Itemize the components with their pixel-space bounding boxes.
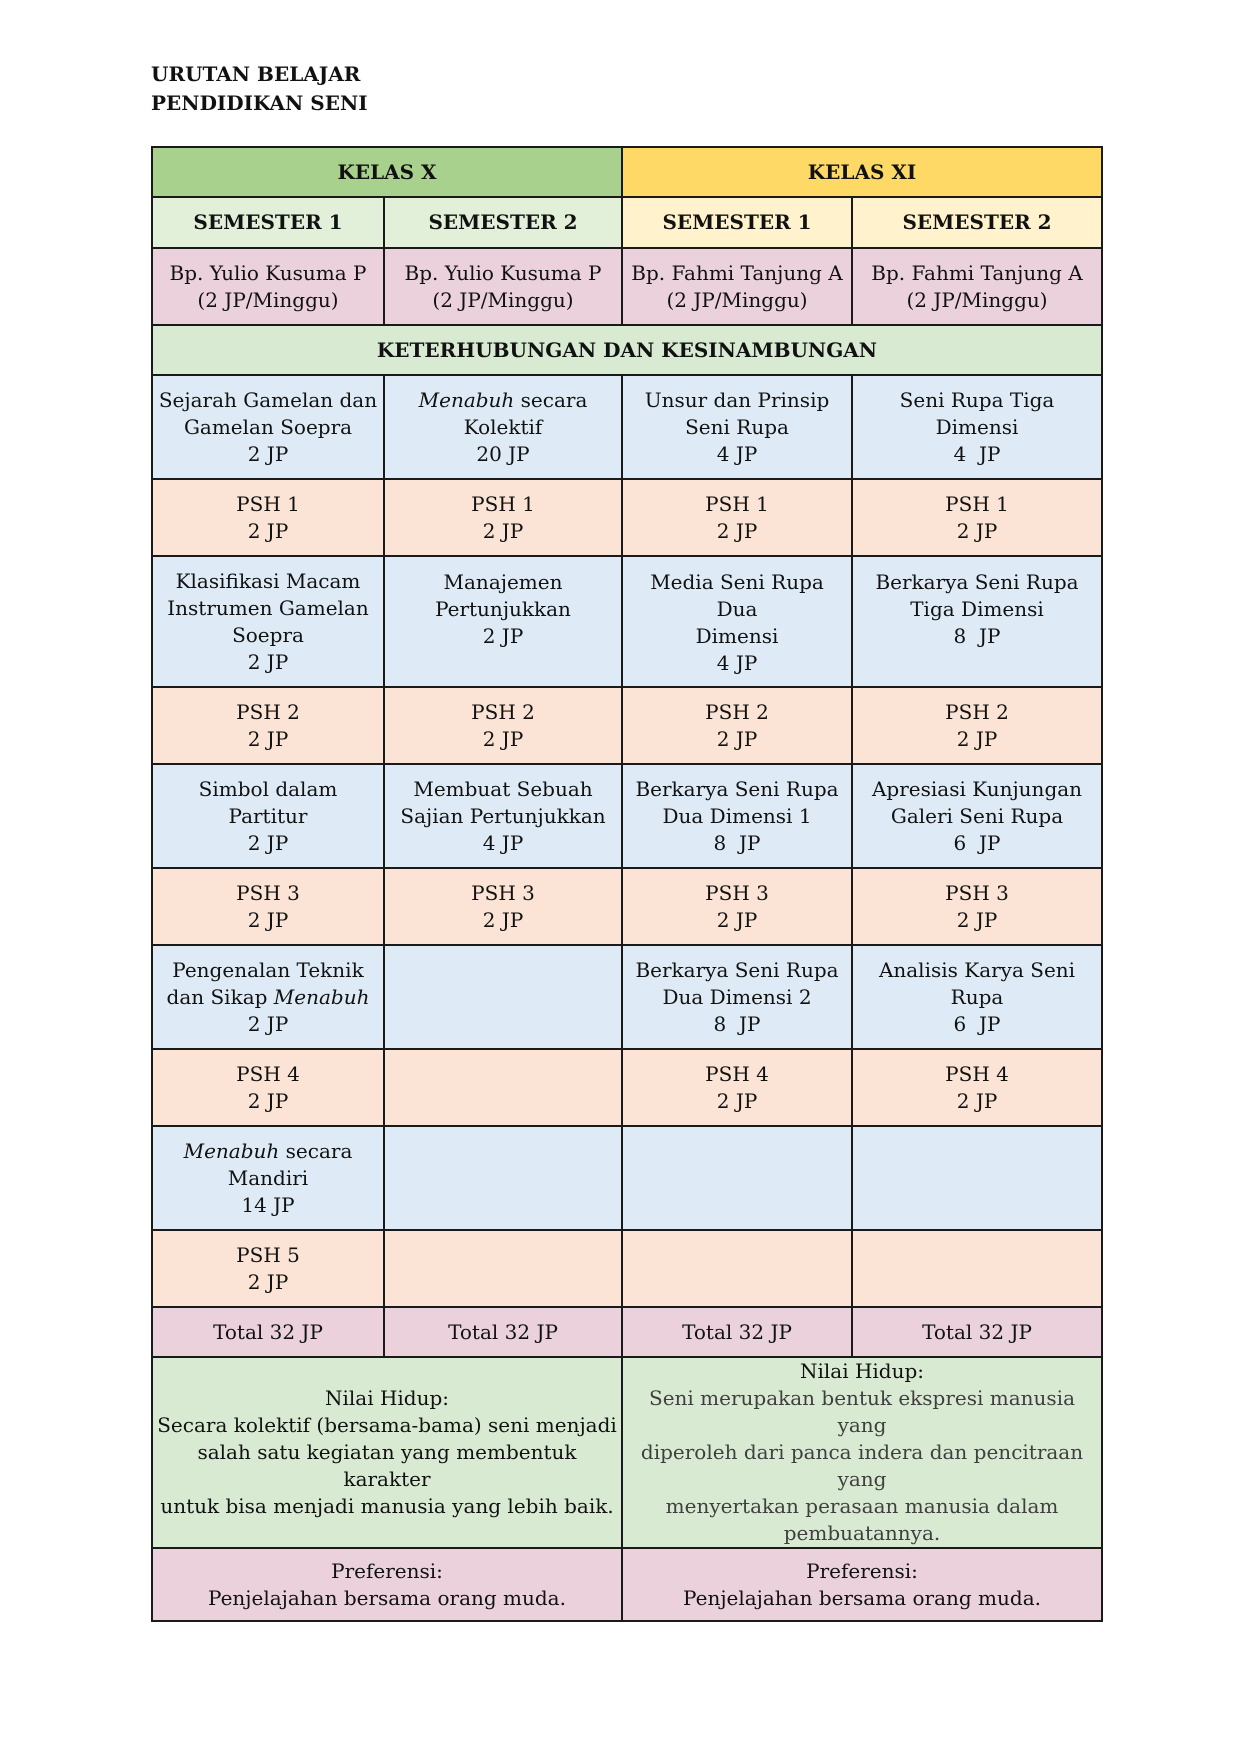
topic-text: secara	[279, 1138, 353, 1163]
psh-cell	[622, 479, 852, 556]
psh-cell	[152, 1230, 384, 1307]
psh-jp: 2 JP	[482, 726, 524, 751]
psh-label: PSH 3	[945, 880, 1009, 905]
teacher-name: Bp. Yulio Kusuma P	[404, 260, 602, 285]
topic-line: Seni Rupa Tiga	[899, 387, 1055, 412]
psh-label: PSH 2	[705, 699, 769, 724]
topic-line: Analisis Karya Seni	[878, 957, 1076, 982]
topic-line: Simbol dalam	[198, 776, 338, 801]
topic-row	[152, 764, 1102, 868]
psh-jp: 2 JP	[956, 518, 998, 543]
topic-jp: 8 JP	[713, 1011, 761, 1036]
topic-line	[157, 1138, 379, 1165]
semester-header: SEMESTER 2	[852, 197, 1102, 248]
topic-text: dan Sikap	[166, 984, 274, 1009]
teacher-row	[152, 248, 1102, 325]
topic-text: secara	[514, 387, 588, 412]
nilai-hidup-text: Seni merupakan bentuk ekspresi manusia yang	[649, 1386, 1076, 1437]
topic-line: Dua Dimensi 1	[662, 803, 812, 828]
topic-jp: 2 JP	[247, 1011, 289, 1036]
preferensi-label: Preferensi:	[806, 1558, 918, 1583]
total-cell: Total 32 JP	[152, 1307, 384, 1357]
psh-cell	[152, 687, 384, 764]
preferensi-row	[152, 1548, 1102, 1621]
psh-cell	[622, 1049, 852, 1126]
psh-label: PSH 3	[705, 880, 769, 905]
empty-cell	[622, 1230, 852, 1307]
topic-line: Tiga Dimensi	[910, 597, 1044, 621]
topic-line: Dimensi	[935, 414, 1019, 439]
topic-line: Sejarah Gamelan dan	[158, 387, 378, 412]
psh-jp: 2 JP	[247, 1269, 289, 1294]
topic-line: Kolektif	[463, 414, 543, 439]
topic-cell	[622, 556, 852, 687]
nilai-hidup-text: salah satu kegiatan yang membentuk karakter	[197, 1440, 577, 1491]
psh-cell	[384, 479, 622, 556]
topic-cell	[852, 556, 1102, 687]
topic-row	[152, 556, 1102, 687]
psh-label: PSH 1	[705, 491, 769, 516]
topic-line: Media Seni Rupa Dua	[650, 570, 824, 621]
topic-jp: 6 JP	[953, 830, 1001, 855]
psh-jp: 2 JP	[482, 907, 524, 932]
title-line-1: URUTAN BELAJAR	[151, 62, 361, 86]
empty-cell	[384, 945, 622, 1049]
learning-sequence-table	[151, 146, 1103, 1622]
topic-line: Partitur	[228, 803, 308, 828]
topic-cell	[852, 375, 1102, 479]
psh-label: PSH 2	[945, 699, 1009, 724]
psh-jp: 2 JP	[956, 907, 998, 932]
semester-row	[152, 197, 1102, 248]
section-row	[152, 325, 1102, 375]
teacher-hours: (2 JP/Minggu)	[432, 287, 574, 312]
topic-line: Sajian Pertunjukkan	[400, 803, 606, 828]
nilai-hidup-text: diperoleh dari panca indera dan pencitraan yang	[640, 1440, 1084, 1491]
psh-label: PSH 4	[236, 1061, 300, 1086]
topic-row	[152, 375, 1102, 479]
teacher-cell	[152, 248, 384, 325]
teacher-name: Bp. Yulio Kusuma P	[169, 260, 367, 285]
topic-cell	[152, 945, 384, 1049]
italic-term: Menabuh	[183, 1138, 280, 1163]
topic-line: Pertunjukkan	[435, 597, 571, 621]
topic-jp: 20 JP	[476, 441, 530, 466]
preferensi-text: Penjelajahan bersama orang muda.	[683, 1585, 1041, 1610]
topic-cell	[622, 945, 852, 1049]
psh-row	[152, 479, 1102, 556]
nilai-hidup-row	[152, 1357, 1102, 1548]
empty-cell	[852, 1230, 1102, 1307]
topic-line: Gamelan Soepra	[183, 414, 353, 439]
topic-cell	[152, 1126, 384, 1230]
class-header-row	[152, 147, 1102, 197]
semester-header: SEMESTER 2	[384, 197, 622, 248]
psh-jp: 2 JP	[956, 1088, 998, 1113]
topic-cell	[852, 764, 1102, 868]
topic-line	[157, 984, 379, 1011]
topic-line: Soepra	[232, 622, 304, 647]
topic-line: Berkarya Seni Rupa	[635, 957, 839, 982]
topic-cell	[152, 556, 384, 687]
document-title	[151, 60, 368, 118]
topic-line: Apresiasi Kunjungan	[871, 776, 1083, 801]
psh-jp: 2 JP	[247, 907, 289, 932]
psh-cell	[622, 687, 852, 764]
teacher-hours: (2 JP/Minggu)	[666, 287, 808, 312]
topic-jp: 8 JP	[953, 624, 1001, 648]
psh-jp: 2 JP	[716, 907, 758, 932]
nilai-hidup-text: menyertakan perasaan manusia dalam	[665, 1494, 1059, 1518]
psh-jp: 2 JP	[482, 518, 524, 543]
psh-label: PSH 3	[471, 880, 535, 905]
empty-cell	[622, 1126, 852, 1230]
topic-line: Rupa	[950, 984, 1004, 1009]
section-header: KETERHUBUNGAN DAN KESINAMBUNGAN	[152, 325, 1102, 375]
psh-label: PSH 4	[945, 1061, 1009, 1086]
topic-line: Berkarya Seni Rupa	[875, 570, 1079, 594]
topic-cell	[152, 764, 384, 868]
topic-line	[389, 387, 617, 414]
psh-cell	[384, 687, 622, 764]
topic-jp: 2 JP	[247, 441, 289, 466]
psh-cell	[152, 479, 384, 556]
semester-header: SEMESTER 1	[152, 197, 384, 248]
italic-term: Menabuh	[418, 387, 515, 412]
psh-cell	[852, 1049, 1102, 1126]
total-row	[152, 1307, 1102, 1357]
topic-row	[152, 945, 1102, 1049]
topic-jp: 4 JP	[716, 441, 758, 466]
nilai-hidup-text: Secara kolektif (bersama-bama) seni menjadi	[157, 1413, 617, 1437]
nilai-hidup-text: pembuatannya.	[783, 1521, 941, 1545]
italic-term: Menabuh	[273, 984, 370, 1009]
topic-line: Unsur dan Prinsip	[644, 387, 830, 412]
topic-line: Galeri Seni Rupa	[890, 803, 1064, 828]
psh-row	[152, 1230, 1102, 1307]
topic-line: Instrumen Gamelan	[167, 595, 369, 620]
topic-line: Dimensi	[695, 624, 779, 648]
psh-label: PSH 1	[471, 491, 535, 516]
topic-line: Dua Dimensi 2	[662, 984, 812, 1009]
psh-cell	[852, 868, 1102, 945]
topic-row	[152, 1126, 1102, 1230]
teacher-hours: (2 JP/Minggu)	[906, 287, 1048, 312]
psh-label: PSH 5	[236, 1242, 300, 1267]
psh-cell	[852, 479, 1102, 556]
topic-line: Manajemen	[443, 570, 563, 594]
nilai-hidup-x	[152, 1357, 622, 1548]
psh-row	[152, 687, 1102, 764]
psh-jp: 2 JP	[716, 1088, 758, 1113]
psh-label: PSH 2	[236, 699, 300, 724]
nilai-hidup-text: untuk bisa menjadi manusia yang lebih baik.	[160, 1494, 614, 1518]
topic-cell	[384, 375, 622, 479]
psh-jp: 2 JP	[247, 1088, 289, 1113]
teacher-name: Bp. Fahmi Tanjung A	[631, 260, 843, 285]
empty-cell	[384, 1230, 622, 1307]
topic-cell	[152, 375, 384, 479]
psh-row	[152, 868, 1102, 945]
psh-cell	[152, 1049, 384, 1126]
psh-cell	[152, 868, 384, 945]
psh-cell	[852, 687, 1102, 764]
topic-jp: 6 JP	[953, 1011, 1001, 1036]
title-line-2: PENDIDIKAN SENI	[151, 91, 368, 115]
total-cell: Total 32 JP	[384, 1307, 622, 1357]
psh-label: PSH 1	[236, 491, 300, 516]
topic-jp: 2 JP	[482, 624, 524, 648]
topic-line: Seni Rupa	[685, 414, 789, 439]
topic-jp: 14 JP	[241, 1192, 295, 1217]
topic-jp: 4 JP	[482, 830, 524, 855]
psh-jp: 2 JP	[956, 726, 998, 751]
psh-label: PSH 1	[945, 491, 1009, 516]
preferensi-xi	[622, 1548, 1102, 1621]
topic-line: Berkarya Seni Rupa	[635, 776, 839, 801]
topic-cell	[622, 764, 852, 868]
topic-line: Membuat Sebuah	[413, 776, 593, 801]
topic-jp: 2 JP	[247, 830, 289, 855]
teacher-cell	[384, 248, 622, 325]
empty-cell	[852, 1126, 1102, 1230]
psh-row	[152, 1049, 1102, 1126]
psh-jp: 2 JP	[247, 518, 289, 543]
psh-jp: 2 JP	[716, 518, 758, 543]
topic-cell	[852, 945, 1102, 1049]
nilai-hidup-xi	[622, 1357, 1102, 1548]
topic-cell	[384, 764, 622, 868]
topic-jp: 2 JP	[247, 649, 289, 674]
teacher-hours: (2 JP/Minggu)	[197, 287, 339, 312]
kelas-x-header: KELAS X	[152, 147, 622, 197]
teacher-cell	[852, 248, 1102, 325]
kelas-xi-header: KELAS XI	[622, 147, 1102, 197]
topic-cell	[384, 556, 622, 687]
topic-jp: 8 JP	[713, 830, 761, 855]
nilai-hidup-label: Nilai Hidup:	[324, 1386, 450, 1410]
empty-cell	[384, 1049, 622, 1126]
topic-line: Klasifikasi Macam	[175, 568, 361, 593]
preferensi-x	[152, 1548, 622, 1621]
topic-jp: 4 JP	[716, 651, 758, 675]
preferensi-label: Preferensi:	[331, 1558, 443, 1583]
psh-jp: 2 JP	[716, 726, 758, 751]
topic-line: Mandiri	[227, 1165, 309, 1190]
topic-cell	[622, 375, 852, 479]
total-cell: Total 32 JP	[852, 1307, 1102, 1357]
semester-header: SEMESTER 1	[622, 197, 852, 248]
nilai-hidup-label: Nilai Hidup:	[799, 1359, 925, 1383]
psh-label: PSH 4	[705, 1061, 769, 1086]
teacher-name: Bp. Fahmi Tanjung A	[871, 260, 1083, 285]
psh-jp: 2 JP	[247, 726, 289, 751]
psh-label: PSH 3	[236, 880, 300, 905]
topic-line: Pengenalan Teknik	[172, 957, 364, 982]
topic-jp: 4 JP	[953, 441, 1001, 466]
empty-cell	[384, 1126, 622, 1230]
total-cell: Total 32 JP	[622, 1307, 852, 1357]
psh-cell	[622, 868, 852, 945]
psh-label: PSH 2	[471, 699, 535, 724]
psh-cell	[384, 868, 622, 945]
preferensi-text: Penjelajahan bersama orang muda.	[208, 1585, 566, 1610]
teacher-cell	[622, 248, 852, 325]
